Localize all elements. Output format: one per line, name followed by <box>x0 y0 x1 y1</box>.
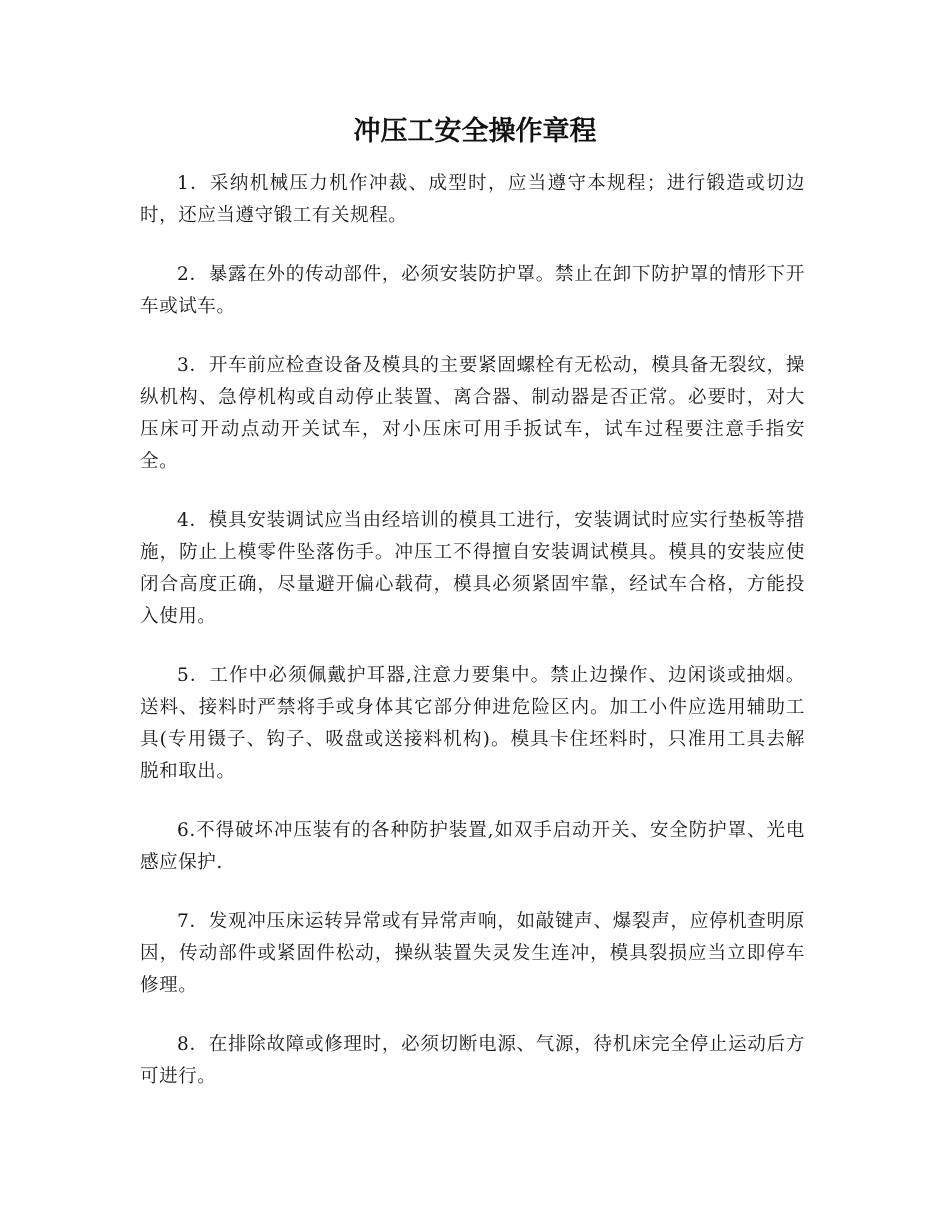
clause-3: 3．开车前应检查设备及模具的主要紧固螺栓有无松动，模具备无裂纹，操纵机构、急停机构或自动停止装置、离合器、制动器是否正常。必要时，对大压床可开动点动开关试车，对小压床可用手扳试车，试车过程要注意手指安全。 <box>140 355 805 472</box>
clause-1: 1．采纳机械压力机作冲裁、成型时，应当遵守本规程；进行锻造或切边时，还应当遵守锻工有关规程。 <box>140 173 805 226</box>
clause-8: 8．在排除故障或修理时，必须切断电源、气源，待机床完全停止运动后方可进行。 <box>140 1034 805 1087</box>
clause-5: 5．工作中必须佩戴护耳器,注意力要集中。禁止边操作、边闲谈或抽烟。送料、接料时严禁将手或身体其它部分伸进危险区内。加工小件应选用辅助工具(专用镊子、钩子、吸盘或送接料机构)。模具卡住坯料时，只准用工具去解脱和取出。 <box>140 665 805 782</box>
clause-6: 6.不得破坏冲压装有的各种防护装置,如双手启动开关、安全防护罩、光电感应保护. <box>140 820 805 873</box>
document-title: 冲压工安全操作章程 <box>353 116 597 147</box>
clause-7: 7．发观冲压床运转异常或有异常声响，如敲键声、爆裂声，应停机查明原因，传动部件或紧固件松动，操纵装置失灵发生连冲，模具裂损应当立即停车修理。 <box>140 911 805 996</box>
clause-2: 2．暴露在外的传动部件，必须安装防护罩。禁止在卸下防护罩的情形下开车或试车。 <box>140 264 805 317</box>
clause-list <box>140 168 805 1120</box>
clause-4: 4．模具安装调试应当由经培训的模具工进行，安装调试时应实行垫板等措施，防止上模零件坠落伤手。冲压工不得擅自安装调试模具。模具的安装应使闭合高度正确，尽量避开偏心载荷，模具必须紧固牢靠，经试车合格，方能投入使用。 <box>140 510 805 627</box>
